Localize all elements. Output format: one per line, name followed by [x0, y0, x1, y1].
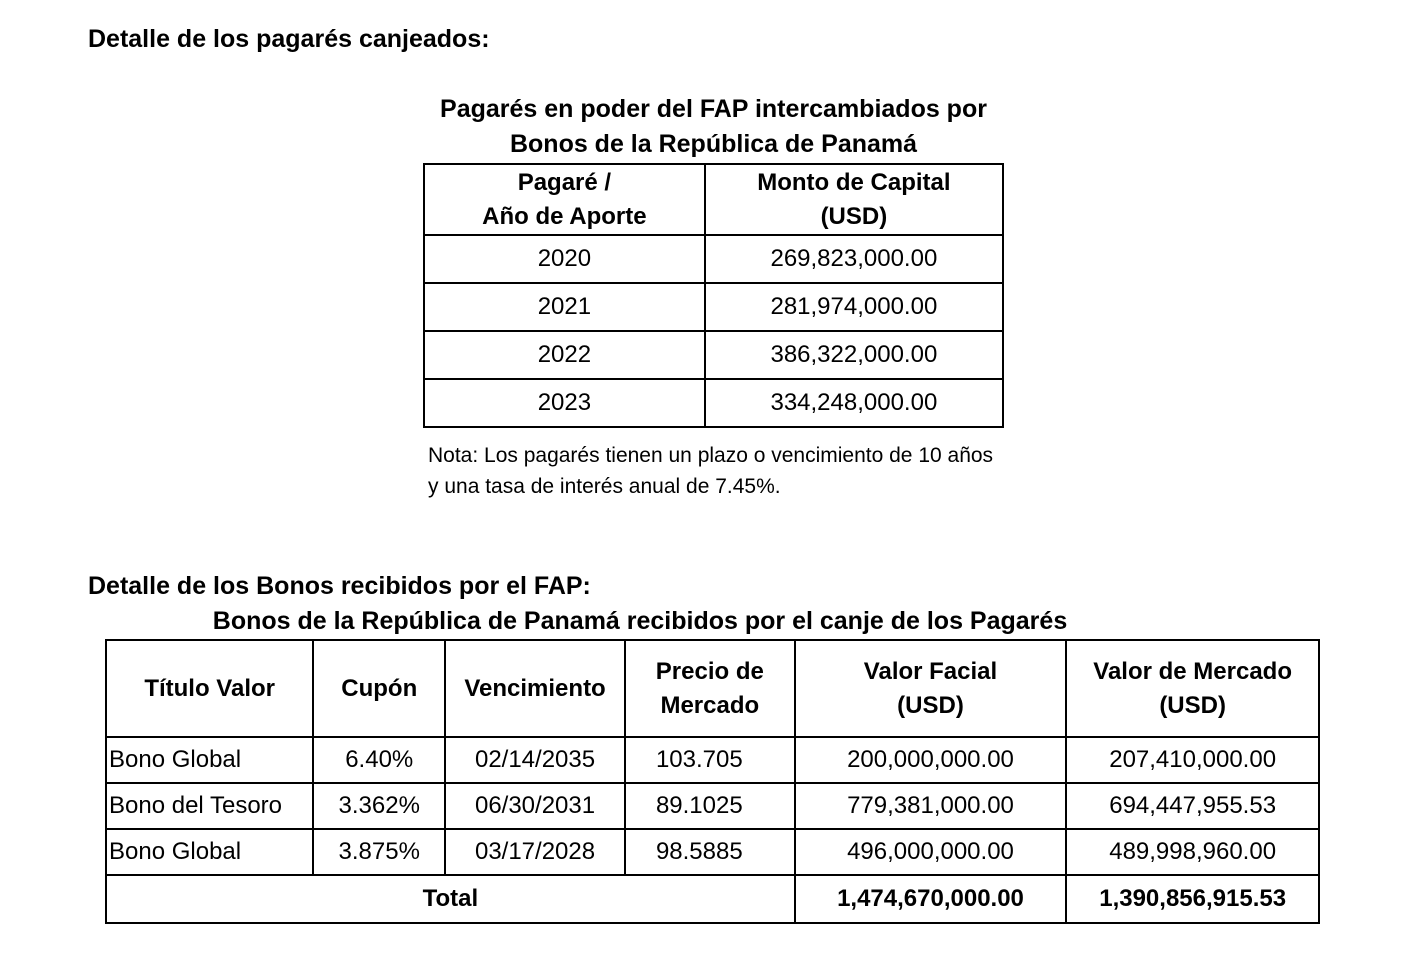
pagares-note [428, 440, 1028, 502]
header-precio-line2: Mercado [660, 691, 760, 719]
amount-cell: 269,823,000.00 [705, 235, 1003, 283]
header-pagare-line2: Año de Aporte [482, 202, 647, 230]
table-row [424, 379, 1003, 427]
pagares-table-title-line2: Bonos de la República de Panamá [509, 130, 918, 158]
year-cell: 2022 [424, 331, 705, 379]
table-row [424, 283, 1003, 331]
valor-mercado-cell: 489,998,960.00 [1066, 829, 1319, 875]
vencimiento-cell: 02/14/2035 [445, 737, 625, 783]
vencimiento-cell: 03/17/2028 [445, 829, 625, 875]
precio-cell: 103.705 [625, 737, 795, 783]
note-line1: Nota: Los pagarés tienen un plazo o vencimiento de 10 años [428, 444, 994, 467]
valor-facial-cell: 496,000,000.00 [795, 829, 1067, 875]
precio-cell: 98.5885 [625, 829, 795, 875]
header-valor-facial [795, 640, 1067, 737]
bonos-table-title: Bonos de la República de Panamá recibidos por el canje de los Pagarés [212, 607, 1068, 635]
header-facial-line2: (USD) [897, 691, 964, 719]
titulo-cell: Bono Global [106, 829, 313, 875]
header-monto-line2: (USD) [820, 202, 888, 230]
vencimiento-cell: 06/30/2031 [445, 783, 625, 829]
header-precio-line1: Precio de [655, 657, 764, 685]
table-row [106, 829, 1319, 875]
pagares-table [423, 163, 1004, 428]
cupon-cell: 3.875% [313, 829, 445, 875]
section2-heading: Detalle de los Bonos recibidos por el FAP: [88, 572, 591, 600]
header-pagare-line1: Pagaré / [517, 168, 612, 196]
cupon-cell: 3.362% [313, 783, 445, 829]
header-mercado-line1: Valor de Mercado [1093, 657, 1293, 685]
valor-facial-cell: 200,000,000.00 [795, 737, 1067, 783]
bonos-header-row [106, 640, 1319, 737]
header-mercado-line2: (USD) [1159, 691, 1226, 719]
total-row [106, 875, 1319, 923]
header-cupon: Cupón [313, 640, 445, 737]
year-cell: 2020 [424, 235, 705, 283]
pagares-table-title [423, 92, 1004, 162]
table-row [424, 235, 1003, 283]
year-cell: 2023 [424, 379, 705, 427]
header-monto-line1: Monto de Capital [757, 168, 951, 196]
titulo-cell: Bono del Tesoro [106, 783, 313, 829]
table-row [106, 783, 1319, 829]
valor-facial-cell: 779,381,000.00 [795, 783, 1067, 829]
total-valor-mercado: 1,390,856,915.53 [1066, 875, 1319, 923]
table-row [106, 737, 1319, 783]
valor-mercado-cell: 207,410,000.00 [1066, 737, 1319, 783]
precio-cell: 89.1025 [625, 783, 795, 829]
pagares-table-title-line1: Pagarés en poder del FAP intercambiados por [440, 95, 987, 123]
amount-cell: 386,322,000.00 [705, 331, 1003, 379]
header-monto-capital [705, 164, 1003, 235]
note-line2: y una tasa de interés anual de 7.45%. [428, 475, 781, 498]
total-label: Total [106, 875, 795, 923]
cupon-cell: 6.40% [313, 737, 445, 783]
table-row [424, 331, 1003, 379]
section1-heading: Detalle de los pagarés canjeados: [88, 25, 490, 53]
amount-cell: 281,974,000.00 [705, 283, 1003, 331]
titulo-cell: Bono Global [106, 737, 313, 783]
valor-mercado-cell: 694,447,955.53 [1066, 783, 1319, 829]
year-cell: 2021 [424, 283, 705, 331]
header-valor-mercado [1066, 640, 1319, 737]
total-valor-facial: 1,474,670,000.00 [795, 875, 1067, 923]
header-precio-mercado [625, 640, 795, 737]
amount-cell: 334,248,000.00 [705, 379, 1003, 427]
pagares-header-row [424, 164, 1003, 235]
bonos-table [105, 639, 1320, 924]
header-facial-line1: Valor Facial [863, 657, 998, 685]
header-titulo-valor: Título Valor [106, 640, 313, 737]
header-pagare-year [424, 164, 705, 235]
header-vencimiento: Vencimiento [445, 640, 625, 737]
